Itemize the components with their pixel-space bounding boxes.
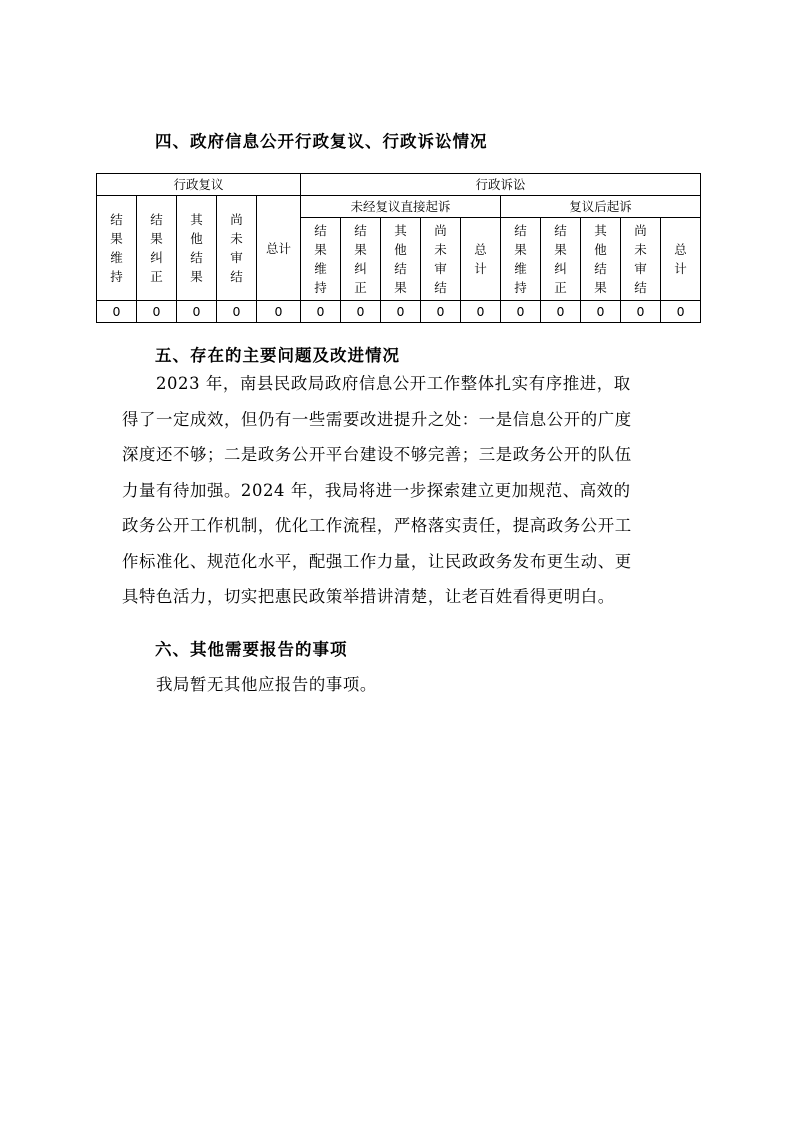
col-header-char: 审 — [634, 261, 647, 276]
col-header-char: 结 — [354, 223, 367, 238]
value-cell: 0 — [301, 301, 341, 323]
col-header — [301, 218, 341, 301]
col-header — [421, 218, 461, 301]
col-header-char: 纠 — [354, 261, 367, 276]
col-header-char: 结 — [634, 280, 647, 295]
col-header-char: 未 — [434, 242, 447, 257]
value-cell: 0 — [541, 301, 581, 323]
paragraph-line: 力量有待加强。2024 年，我局将进一步探索建立更加规范、高效的 — [122, 480, 631, 500]
col-header — [177, 196, 217, 301]
paragraph-line: 作标准化、规范化水平，配强工作力量，让民政政务发布更生动、更 — [122, 551, 632, 571]
col-header-char: 审 — [434, 261, 447, 276]
col-header-char: 正 — [150, 269, 163, 284]
col-header-char: 尚 — [230, 212, 243, 227]
paragraph-line: 得了一定成效，但仍有一些需要改进提升之处：一是信息公开的广度 — [122, 409, 632, 429]
col-header — [661, 218, 701, 301]
review-litigation-table — [96, 173, 701, 323]
col-header-char: 结 — [230, 269, 243, 284]
col-header-char: 结 — [514, 223, 527, 238]
paragraph-line: 政务公开工作机制，优化工作流程，严格落实责任，提高政务公开工 — [122, 516, 632, 535]
section-title-other-matters: 六、其他需要报告的事项 — [155, 640, 348, 659]
col-header-char: 结 — [314, 223, 327, 238]
col-header-char: 审 — [230, 250, 243, 265]
col-header-char: 持 — [110, 269, 123, 284]
col-header-char: 计 — [674, 261, 687, 276]
col-header-char: 计 — [474, 261, 487, 276]
col-header-char: 结 — [594, 261, 607, 276]
col-header-char: 尚 — [434, 223, 447, 238]
col-header-char: 其 — [394, 223, 407, 238]
paragraph-line: 具特色活力，切实把惠民政策举措讲清楚，让老百姓看得更明白。 — [122, 587, 615, 606]
col-header-char: 结 — [150, 212, 163, 227]
value-cell: 0 — [661, 301, 701, 323]
col-header-char: 果 — [514, 242, 527, 257]
col-header-char: 总 — [474, 242, 487, 257]
col-header-char: 果 — [190, 269, 203, 284]
value-cell: 0 — [381, 301, 421, 323]
col-header-char: 未 — [634, 242, 647, 257]
paragraph-line: 深度还不够；二是政务公开平台建设不够完善；三是政务公开的队伍 — [122, 445, 632, 464]
col-header-char: 结 — [110, 212, 123, 227]
col-header-char: 结 — [394, 261, 407, 276]
section-title-problems: 五、存在的主要问题及改进情况 — [155, 346, 400, 365]
col-header — [501, 218, 541, 301]
col-header — [257, 196, 301, 301]
col-header-char: 结 — [434, 280, 447, 295]
col-header — [621, 218, 661, 301]
value-cell: 0 — [137, 301, 177, 323]
col-header — [461, 218, 501, 301]
col-header-char: 果 — [394, 280, 407, 295]
col-header-char: 持 — [514, 280, 527, 295]
value-cell: 0 — [501, 301, 541, 323]
value-cell: 0 — [461, 301, 501, 323]
header-admin-review: 行政复议 — [97, 174, 301, 196]
col-header-char: 果 — [314, 242, 327, 257]
col-header-char: 他 — [190, 231, 203, 246]
value-cell: 0 — [621, 301, 661, 323]
col-header-char: 果 — [354, 242, 367, 257]
paragraph-line: 2023 年，南县民政局政府信息公开工作整体扎实有序推进，取 — [156, 374, 631, 393]
value-cell: 0 — [217, 301, 257, 323]
col-header — [137, 196, 177, 301]
value-cell: 0 — [257, 301, 301, 323]
col-header-char: 维 — [514, 261, 527, 276]
section-title-review-litigation: 四、政府信息公开行政复议、行政诉讼情况 — [155, 132, 488, 151]
other-matters-paragraph: 我局暂无其他应报告的事项。 — [156, 675, 377, 694]
col-header — [217, 196, 257, 301]
col-header — [381, 218, 421, 301]
col-header-char: 其 — [594, 223, 607, 238]
col-header — [581, 218, 621, 301]
col-header — [97, 196, 137, 301]
col-header-char: 结 — [554, 223, 567, 238]
header-admin-litigation: 行政诉讼 — [301, 174, 701, 196]
value-cell: 0 — [581, 301, 621, 323]
col-header-char: 结 — [190, 250, 203, 265]
col-header-char: 他 — [394, 242, 407, 257]
col-header-char: 果 — [554, 242, 567, 257]
value-cell: 0 — [177, 301, 217, 323]
header-after-review-litigation: 复议后起诉 — [501, 196, 701, 218]
header-direct-litigation: 未经复议直接起诉 — [301, 196, 501, 218]
col-header-char: 果 — [594, 280, 607, 295]
value-cell: 0 — [97, 301, 137, 323]
col-header — [541, 218, 581, 301]
col-header-char: 维 — [110, 250, 123, 265]
col-header — [341, 218, 381, 301]
col-header-char: 正 — [354, 280, 367, 295]
col-header-char: 未 — [230, 231, 243, 246]
col-header-char: 纠 — [554, 261, 567, 276]
col-header-char: 总计 — [265, 240, 291, 256]
col-header-char: 果 — [110, 231, 123, 246]
value-cell: 0 — [421, 301, 461, 323]
value-cell: 0 — [341, 301, 381, 323]
col-header-char: 维 — [314, 261, 327, 276]
col-header-char: 果 — [150, 231, 163, 246]
problems-paragraph — [122, 366, 690, 615]
col-header-char: 正 — [554, 280, 567, 295]
col-header-char: 持 — [314, 280, 327, 295]
col-header-char: 总 — [674, 242, 687, 257]
col-header-char: 纠 — [150, 250, 163, 265]
col-header-char: 尚 — [634, 223, 647, 238]
col-header-char: 他 — [594, 242, 607, 257]
col-header-char: 其 — [190, 212, 203, 227]
